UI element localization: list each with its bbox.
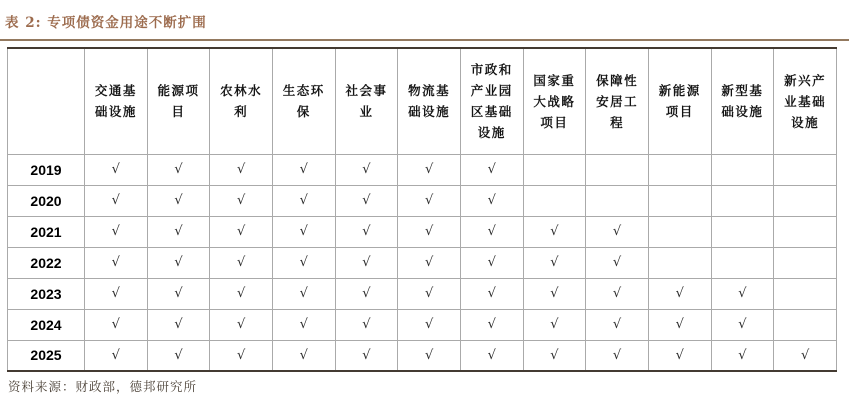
- check-cell: √: [398, 185, 461, 216]
- check-cell: √: [85, 216, 148, 247]
- check-cell: √: [210, 154, 273, 185]
- column-header-label: 农林水利: [220, 83, 263, 120]
- column-header-label: 新兴产业基础设施: [784, 72, 827, 130]
- column-header-label: 生态环保: [282, 83, 325, 120]
- check-cell: √: [210, 309, 273, 340]
- check-cell: √: [398, 278, 461, 309]
- year-cell: 2024: [8, 309, 85, 340]
- check-cell: √: [460, 216, 523, 247]
- check-cell: √: [210, 340, 273, 371]
- table-row-2021: [8, 216, 837, 247]
- check-cell: √: [586, 340, 649, 371]
- column-header-6: [398, 48, 461, 154]
- check-cell: √: [711, 309, 774, 340]
- special-bond-usage-table: [7, 47, 837, 372]
- source-note: 资料来源：财政部，德邦研究所: [8, 379, 198, 394]
- check-cell: √: [210, 247, 273, 278]
- column-header-label: 保障性安居工程: [596, 72, 639, 130]
- year-cell: 2022: [8, 247, 85, 278]
- check-cell: √: [85, 340, 148, 371]
- check-cell: √: [523, 340, 586, 371]
- check-cell: √: [586, 247, 649, 278]
- check-cell: √: [210, 278, 273, 309]
- check-cell: √: [210, 216, 273, 247]
- empty-cell: [711, 185, 774, 216]
- check-cell: √: [398, 216, 461, 247]
- check-cell: √: [335, 309, 398, 340]
- column-header-label: 物流基础设施: [408, 83, 451, 120]
- check-cell: √: [272, 247, 335, 278]
- empty-cell: [711, 247, 774, 278]
- check-cell: √: [335, 154, 398, 185]
- check-cell: √: [398, 247, 461, 278]
- empty-cell: [523, 154, 586, 185]
- column-header-label: 市政和产业园区基础设施: [470, 62, 513, 141]
- column-header-label: 能源项目: [157, 83, 200, 120]
- check-cell: √: [586, 309, 649, 340]
- check-cell: √: [586, 278, 649, 309]
- check-cell: √: [272, 216, 335, 247]
- header-row: [8, 48, 837, 154]
- empty-cell: [586, 154, 649, 185]
- empty-cell: [648, 247, 711, 278]
- year-cell: 2021: [8, 216, 85, 247]
- check-cell: √: [85, 278, 148, 309]
- empty-cell: [774, 154, 837, 185]
- check-cell: √: [460, 247, 523, 278]
- check-cell: √: [147, 185, 210, 216]
- check-cell: √: [272, 154, 335, 185]
- column-header-8: [523, 48, 586, 154]
- check-cell: √: [335, 278, 398, 309]
- check-cell: √: [460, 278, 523, 309]
- check-cell: √: [711, 278, 774, 309]
- table-row-2022: [8, 247, 837, 278]
- column-header-label: 交通基础设施: [94, 83, 137, 120]
- corner-cell: [8, 48, 85, 154]
- column-header-label: 社会事业: [345, 83, 388, 120]
- column-header-1: [85, 48, 148, 154]
- year-cell: 2023: [8, 278, 85, 309]
- check-cell: √: [147, 247, 210, 278]
- check-cell: √: [774, 340, 837, 371]
- column-header-2: [147, 48, 210, 154]
- column-header-3: [210, 48, 273, 154]
- check-cell: √: [460, 185, 523, 216]
- check-cell: √: [85, 247, 148, 278]
- check-cell: √: [272, 340, 335, 371]
- column-header-9: [586, 48, 649, 154]
- check-cell: √: [523, 309, 586, 340]
- check-cell: √: [85, 185, 148, 216]
- check-cell: √: [210, 185, 273, 216]
- check-cell: √: [460, 340, 523, 371]
- check-cell: √: [523, 278, 586, 309]
- empty-cell: [711, 216, 774, 247]
- table-body: [8, 154, 837, 371]
- table-row-2019: [8, 154, 837, 185]
- check-cell: √: [272, 309, 335, 340]
- check-cell: √: [398, 154, 461, 185]
- empty-cell: [523, 185, 586, 216]
- empty-cell: [586, 185, 649, 216]
- check-cell: √: [335, 340, 398, 371]
- empty-cell: [774, 278, 837, 309]
- check-cell: √: [147, 216, 210, 247]
- column-header-4: [272, 48, 335, 154]
- empty-cell: [648, 185, 711, 216]
- empty-cell: [774, 216, 837, 247]
- empty-cell: [711, 154, 774, 185]
- check-cell: √: [398, 309, 461, 340]
- empty-cell: [648, 154, 711, 185]
- check-cell: √: [523, 216, 586, 247]
- year-cell: 2025: [8, 340, 85, 371]
- column-header-7: [460, 48, 523, 154]
- check-cell: √: [85, 309, 148, 340]
- empty-cell: [648, 216, 711, 247]
- check-cell: √: [335, 216, 398, 247]
- column-header-12: [774, 48, 837, 154]
- table-header: [8, 48, 837, 154]
- check-cell: √: [147, 154, 210, 185]
- empty-cell: [774, 247, 837, 278]
- check-cell: √: [648, 309, 711, 340]
- check-cell: √: [398, 340, 461, 371]
- column-header-label: 新能源项目: [658, 83, 701, 120]
- check-cell: √: [272, 278, 335, 309]
- column-header-11: [711, 48, 774, 154]
- year-cell: 2020: [8, 185, 85, 216]
- table-row-2020: [8, 185, 837, 216]
- column-header-label: 国家重大战略项目: [533, 72, 576, 130]
- year-cell: 2019: [8, 154, 85, 185]
- table-row-2024: [8, 309, 837, 340]
- table-title: 表 2: 专项债资金用途不断扩围: [5, 15, 207, 31]
- check-cell: √: [648, 340, 711, 371]
- table-row-2025: [8, 340, 837, 371]
- column-header-10: [648, 48, 711, 154]
- check-cell: √: [523, 247, 586, 278]
- check-cell: √: [460, 154, 523, 185]
- check-cell: √: [335, 247, 398, 278]
- empty-cell: [774, 185, 837, 216]
- check-cell: √: [147, 340, 210, 371]
- table-row-2023: [8, 278, 837, 309]
- check-cell: √: [648, 278, 711, 309]
- column-header-5: [335, 48, 398, 154]
- check-cell: √: [147, 309, 210, 340]
- title-underline: [0, 39, 849, 41]
- check-cell: √: [711, 340, 774, 371]
- check-cell: √: [272, 185, 335, 216]
- check-cell: √: [460, 309, 523, 340]
- check-cell: √: [147, 278, 210, 309]
- check-cell: √: [335, 185, 398, 216]
- empty-cell: [774, 309, 837, 340]
- check-cell: √: [586, 216, 649, 247]
- column-header-label: 新型基础设施: [721, 83, 764, 120]
- check-cell: √: [85, 154, 148, 185]
